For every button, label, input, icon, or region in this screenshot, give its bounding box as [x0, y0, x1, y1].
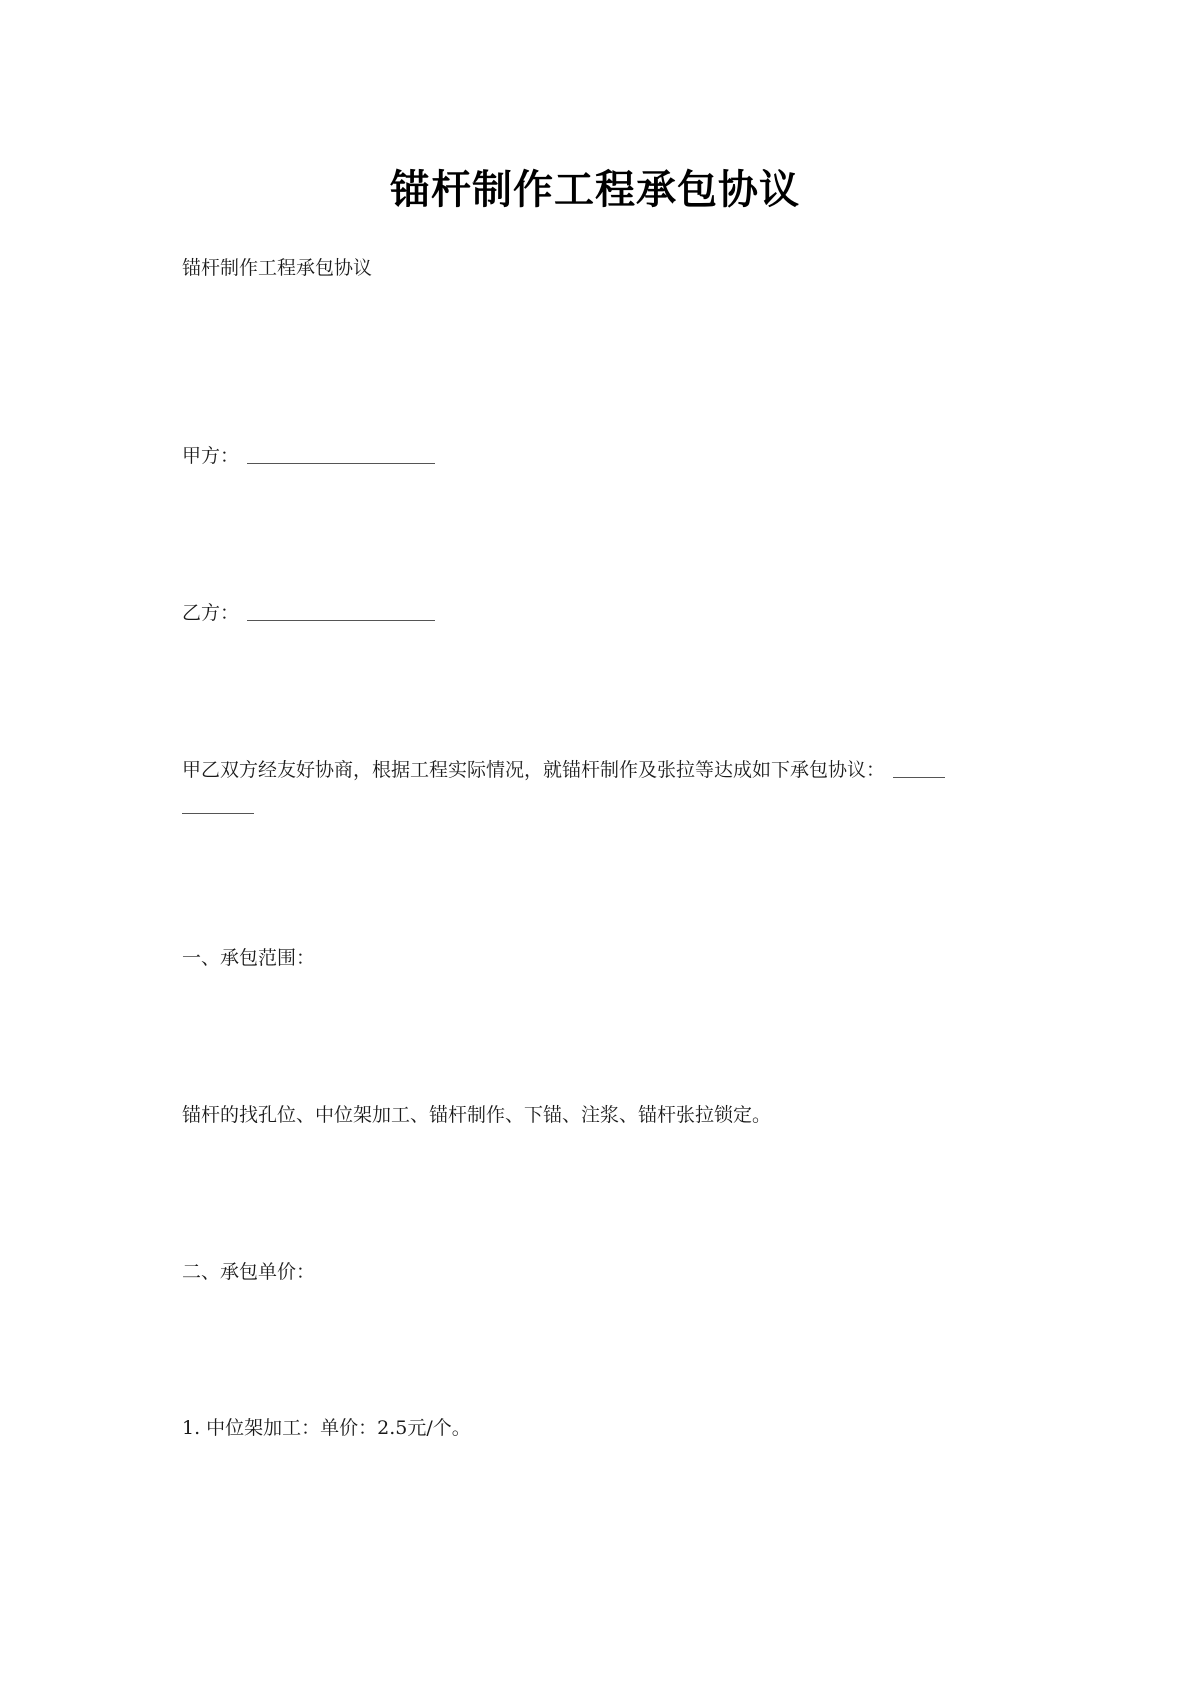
intro-blank-field[interactable]	[893, 776, 945, 778]
intro-blank-continuation	[182, 793, 254, 819]
intro-text: 甲乙双方经友好协商，根据工程实际情况，就锚杆制作及张拉等达成如下承包协议：	[182, 759, 886, 781]
intro-blank-field-2[interactable]	[182, 812, 254, 814]
intro-paragraph	[182, 757, 945, 783]
document-title: 锚杆制作工程承包协议	[390, 167, 800, 213]
party-a-label: 甲方：	[182, 445, 240, 467]
section1-body: 锚杆的找孔位、中位架加工、锚杆制作、下锚、注浆、锚杆张拉锁定。	[182, 1104, 772, 1126]
party-a-blank-field[interactable]	[247, 462, 435, 464]
party-b-blank-field[interactable]	[247, 619, 435, 621]
party-a-line	[182, 443, 435, 469]
section1-heading: 一、承包范围：	[182, 947, 316, 969]
party-b-line	[182, 600, 435, 626]
section2-item-1: 1. 中位架加工：单价：2.5元/个。	[182, 1417, 471, 1439]
party-b-label: 乙方：	[182, 602, 240, 624]
section2-heading: 二、承包单价：	[182, 1261, 316, 1283]
document-subtitle: 锚杆制作工程承包协议	[182, 257, 373, 279]
